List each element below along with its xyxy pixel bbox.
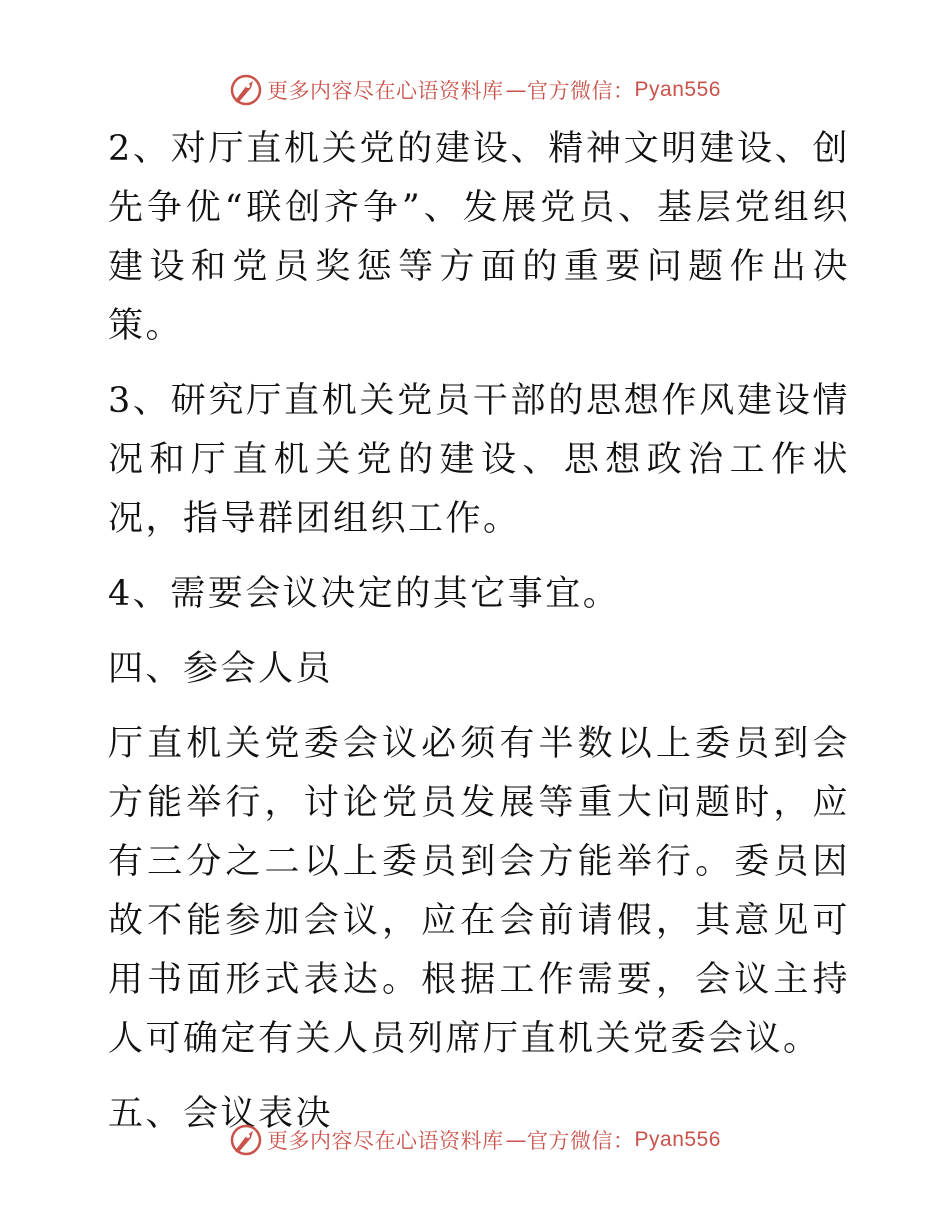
paragraph-item-3: 3、研究厅直机关党员干部的思想作风建设情况和厅直机关党的建设、思想政治工作状况，指导群团组织工作。	[108, 381, 850, 539]
watermark-separator: —	[505, 1128, 528, 1152]
watermark-text: 更多内容尽在心语资料库	[267, 1129, 504, 1153]
document-body	[98, 120, 850, 1144]
wechat-label: 官方微信：	[527, 79, 635, 103]
section-heading-attendees: 四、参会人员	[108, 649, 334, 689]
watermark-text: 更多内容尽在心语资料库	[267, 79, 504, 103]
header-watermark	[0, 70, 950, 110]
pen-nib-logo-icon	[229, 1123, 263, 1157]
pen-nib-logo-icon	[229, 73, 263, 107]
section-heading-voting: 五、会议表决	[108, 1094, 334, 1134]
wechat-label: 官方微信：	[527, 1129, 635, 1153]
paragraph-item-2: 2、对厅直机关党的建设、精神文明建设、创先争优“联创齐争”、发展党员、基层党组织建设和党员奖惩等方面的重要问题作出决策。	[108, 129, 850, 346]
footer-watermark	[0, 1120, 950, 1160]
paragraph-item-4: 4、需要会议决定的其它事宜。	[108, 574, 621, 614]
wechat-id: Pyan556	[634, 78, 721, 101]
paragraph-attendees: 厅直机关党委会议必须有半数以上委员到会方能举行，讨论党员发展等重大问题时，应有三分之二以上委员到会方能举行。委员因故不能参加会议，应在会前请假，其意见可用书面形式表达。根据工作需要，会议主持人可确定有关人员列席厅直机关党委会议。	[108, 724, 850, 1059]
watermark-separator: —	[505, 78, 528, 102]
wechat-id: Pyan556	[634, 1128, 721, 1151]
